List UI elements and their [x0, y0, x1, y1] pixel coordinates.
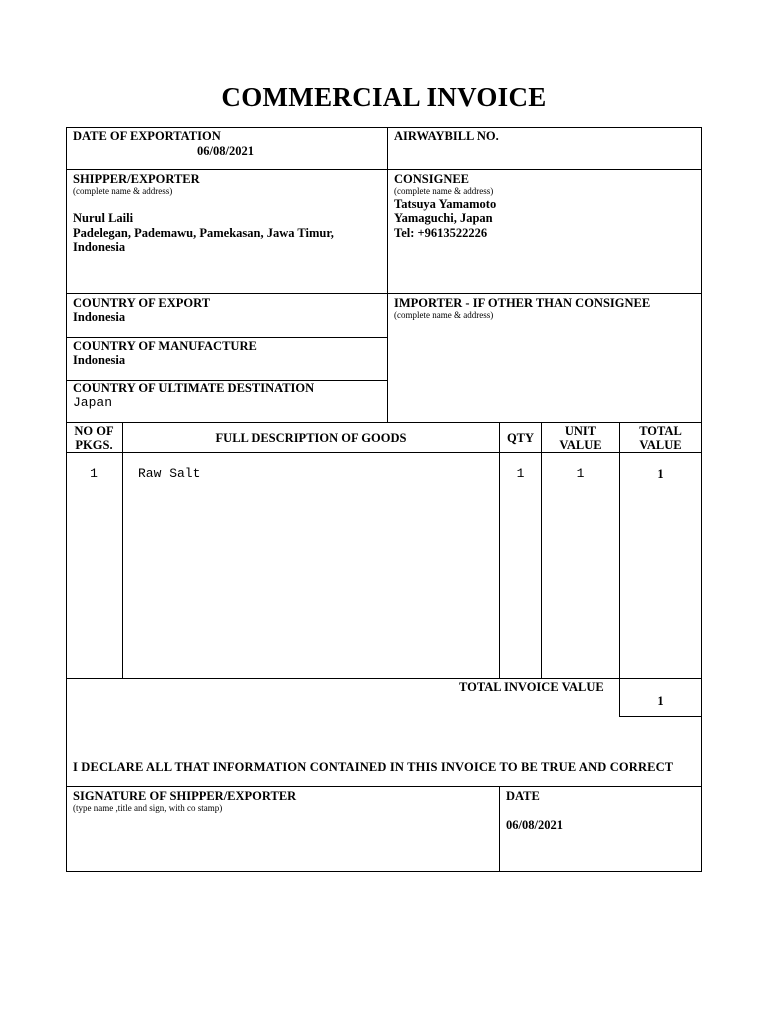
consignee-label: CONSIGNEE	[394, 172, 470, 186]
consignee-name: Tatsuya Yamamoto	[394, 197, 497, 211]
header-total-line2: VALUE	[639, 438, 682, 452]
header-pkgs-line2: PKGS.	[75, 438, 113, 452]
importer-label: IMPORTER - IF OTHER THAN CONSIGNEE	[394, 296, 651, 310]
row-total-value: 1	[657, 467, 664, 481]
header-qty: QTY	[506, 431, 535, 445]
date-of-exportation-value: 06/08/2021	[197, 144, 254, 158]
country-of-destination-value: Japan	[73, 395, 113, 410]
importer-hint: (complete name & address)	[394, 310, 494, 320]
shipper-name: Nurul Laili	[73, 211, 134, 225]
country-of-manufacture-label: COUNTRY OF MANUFACTURE	[73, 339, 257, 353]
consignee-city: Yamaguchi, Japan	[394, 211, 493, 225]
country-of-manufacture-value: Indonesia	[73, 353, 126, 367]
row-pkgs: 1	[90, 466, 98, 481]
row-description: Raw Salt	[138, 466, 201, 481]
country-of-destination-label: COUNTRY OF ULTIMATE DESTINATION	[73, 381, 315, 395]
row-qty: 1	[516, 466, 525, 481]
total-invoice-value: 1	[657, 694, 664, 708]
date-of-exportation-label: DATE OF EXPORTATION	[73, 129, 221, 143]
consignee-hint: (complete name & address)	[394, 186, 494, 196]
invoice-title: COMMERCIAL INVOICE	[221, 82, 547, 112]
signature-hint: (type name ,title and sign, with co stamp)	[73, 803, 223, 813]
shipper-label: SHIPPER/EXPORTER	[73, 172, 200, 186]
shipper-country: Indonesia	[73, 240, 126, 254]
shipper-address: Padelegan, Pademawu, Pamekasan, Jawa Timur,	[73, 226, 334, 240]
consignee-phone: Tel: +9613522226	[394, 226, 488, 240]
signature-date-label: DATE	[506, 789, 540, 803]
signature-label: SIGNATURE OF SHIPPER/EXPORTER	[73, 789, 297, 803]
header-description: FULL DESCRIPTION OF GOODS	[215, 431, 407, 445]
row-unit-value: 1	[576, 466, 585, 481]
total-invoice-label: TOTAL INVOICE VALUE	[459, 680, 604, 694]
header-total-line1: TOTAL	[639, 424, 682, 438]
signature-date-value: 06/08/2021	[506, 818, 563, 832]
declaration-text: I DECLARE ALL THAT INFORMATION CONTAINED IN THIS INVOICE TO BE TRUE AND CORRECT	[73, 760, 674, 774]
country-of-export-label: COUNTRY OF EXPORT	[73, 296, 211, 310]
header-unit-line1: UNIT	[564, 424, 597, 438]
country-of-export-value: Indonesia	[73, 310, 126, 324]
shipper-hint: (complete name & address)	[73, 186, 173, 196]
header-pkgs-line1: NO OF	[74, 424, 114, 438]
header-unit-line2: VALUE	[559, 438, 602, 452]
airwaybill-label: AIRWAYBILL NO.	[394, 129, 499, 143]
